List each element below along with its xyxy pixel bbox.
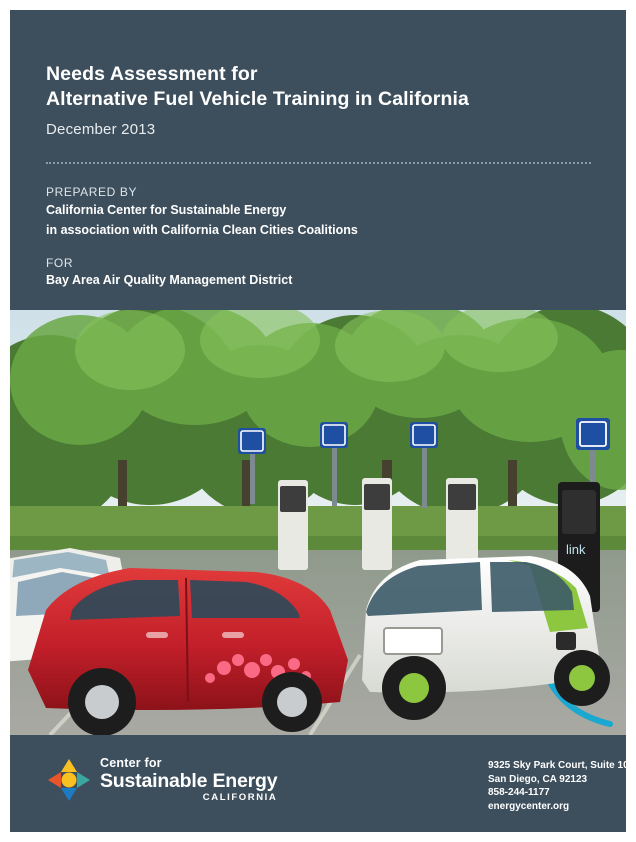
address-line-street: 9325 Sky Park Court, Suite 100 <box>488 760 635 771</box>
logo-line-1: Center for <box>100 756 162 771</box>
report-date: December 2013 <box>46 121 156 138</box>
cover-footer <box>10 735 635 832</box>
contact-address <box>488 759 634 813</box>
cover-photo-illustration <box>10 310 626 735</box>
logo-line-2: Sustainable Energy <box>100 769 278 792</box>
title-line-2: Alternative Fuel Vehicle Training in California <box>46 88 469 110</box>
for-client: Bay Area Air Quality Management District <box>46 273 293 287</box>
divider <box>46 162 591 164</box>
logo-line-3: CALIFORNIA <box>202 792 278 804</box>
logo-wordmark <box>100 757 277 803</box>
organization-logo <box>46 757 277 803</box>
prepared-by-association: in association with California Clean Cities Coalitions <box>46 223 358 237</box>
for-label: FOR <box>46 256 74 270</box>
title-line-1: Needs Assessment for <box>46 63 258 85</box>
cover-photo <box>10 310 626 735</box>
prepared-by-label: PREPARED BY <box>46 185 138 199</box>
address-line-phone: 858-244-1177 <box>488 787 550 798</box>
page-title <box>46 62 590 112</box>
svg-text:link: link <box>566 542 586 557</box>
address-line-city: San Diego, CA 92123 <box>488 773 588 785</box>
cover-header <box>10 10 626 310</box>
address-line-website[interactable]: energycenter.org <box>488 800 570 812</box>
prepared-by-organization: California Center for Sustainable Energy <box>46 203 287 217</box>
sustainable-energy-logo-icon <box>46 757 92 803</box>
